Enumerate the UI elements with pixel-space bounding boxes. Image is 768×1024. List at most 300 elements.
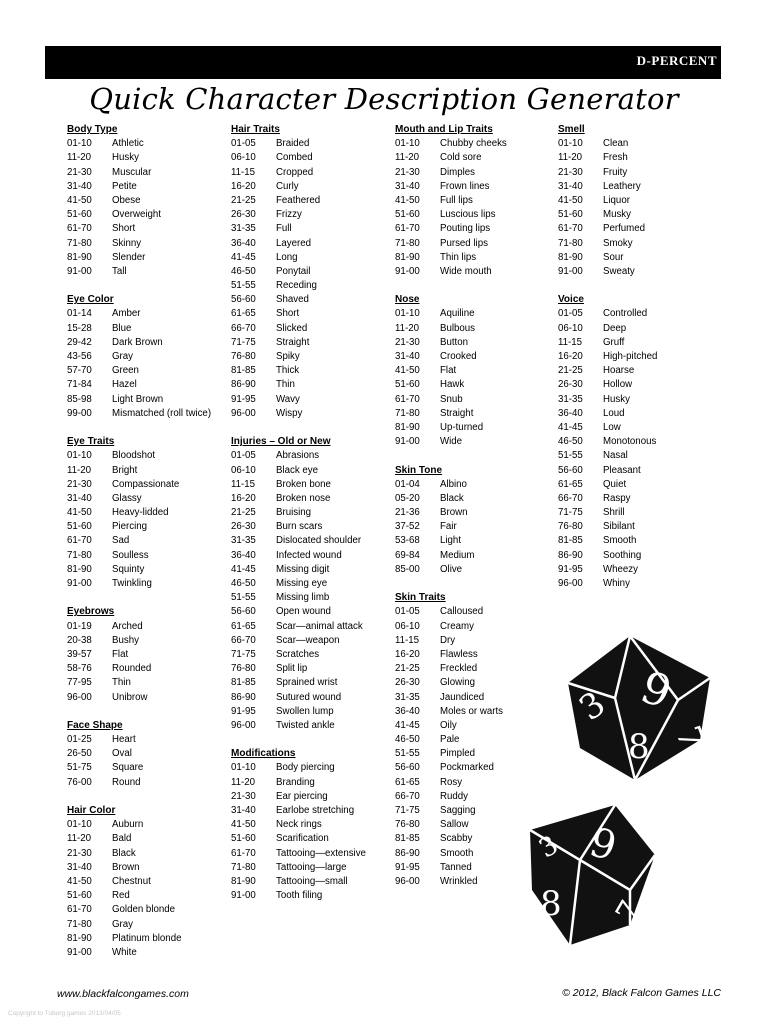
trait-description: Receding: [276, 280, 317, 292]
trait-description: Frown lines: [440, 180, 490, 192]
table-row: [558, 435, 720, 449]
section-title: Nose: [395, 294, 420, 306]
roll-range: 51-55: [395, 748, 420, 760]
trait-description: Wide mouth: [440, 265, 492, 277]
trait-description: Thin: [112, 677, 131, 689]
table-row: [395, 747, 557, 761]
trait-description: Fair: [440, 521, 457, 533]
copyright-text: © 2012, Black Falcon Games LLC: [562, 987, 721, 999]
trait-description: Ponytail: [276, 265, 311, 277]
table-row: [558, 449, 720, 463]
website-link[interactable]: www.blackfalcongames.com: [57, 988, 189, 1000]
table-row: [231, 279, 393, 293]
roll-range: 31-40: [395, 180, 420, 192]
trait-table: [231, 747, 393, 903]
roll-range: 91-00: [558, 265, 583, 277]
table-row: [395, 605, 557, 619]
trait-description: Spiky: [276, 351, 300, 362]
trait-description: Feathered: [276, 194, 321, 206]
table-row: [67, 350, 229, 364]
roll-range: 21-30: [395, 336, 420, 348]
table-row: [231, 577, 393, 591]
roll-range: 41-45: [231, 251, 256, 263]
roll-range: 21-30: [67, 478, 92, 490]
trait-description: Hoarse: [603, 365, 635, 377]
table-row: [231, 336, 393, 350]
roll-range: 11-20: [67, 152, 92, 164]
trait-description: Square: [112, 762, 144, 774]
table-row: [67, 307, 229, 321]
roll-range: 56-60: [395, 762, 420, 774]
table-row: [231, 492, 393, 506]
roll-range: 61-70: [231, 847, 256, 859]
trait-description: Split lip: [276, 663, 308, 675]
trait-table: [395, 123, 557, 279]
table-row: [67, 194, 229, 208]
roll-range: 96-00: [231, 407, 256, 419]
table-row: [395, 166, 557, 180]
roll-range: 71-80: [67, 237, 92, 249]
roll-range: 91-00: [395, 436, 420, 448]
roll-range: 41-45: [395, 719, 420, 731]
table-row: [67, 265, 229, 279]
table-row: [395, 676, 557, 690]
roll-range: 86-90: [231, 379, 256, 391]
roll-range: 01-10: [395, 308, 420, 320]
roll-range: 51-60: [231, 833, 256, 845]
roll-range: 46-50: [558, 436, 583, 448]
roll-range: 51-60: [395, 379, 420, 391]
table-row: [395, 534, 557, 548]
roll-range: 01-05: [231, 450, 256, 462]
roll-range: 51-60: [67, 209, 92, 221]
roll-range: 41-45: [231, 563, 256, 575]
roll-range: 71-84: [67, 379, 92, 391]
roll-range: 31-35: [231, 535, 256, 547]
table-row: [231, 293, 393, 307]
table-row: [231, 634, 393, 648]
trait-description: Dark Brown: [112, 336, 163, 348]
trait-description: Quiet: [603, 478, 627, 490]
table-row: [231, 861, 393, 875]
trait-description: Jaundiced: [440, 691, 485, 703]
trait-description: Wheezy: [603, 563, 638, 575]
trait-description: Slicked: [276, 322, 308, 334]
trait-description: Tattooing—small: [276, 875, 348, 887]
roll-range: 51-60: [558, 209, 583, 221]
table-row: [231, 265, 393, 279]
table-row: [67, 889, 229, 903]
table-row: [231, 705, 393, 719]
roll-range: 01-19: [67, 620, 92, 632]
roll-range: 21-25: [231, 194, 256, 206]
table-row: [231, 563, 393, 577]
section-title: Voice: [558, 294, 584, 306]
die-number: 7: [609, 894, 650, 929]
trait-description: Soothing: [603, 549, 642, 561]
trait-description: Combed: [276, 152, 313, 164]
section-title: Face Shape: [67, 719, 123, 731]
trait-description: Scarification: [276, 833, 329, 845]
section-title: Body Type: [67, 124, 118, 135]
table-row: [231, 151, 393, 165]
roll-range: 76-80: [231, 351, 256, 362]
table-row: [67, 336, 229, 350]
trait-description: Pursed lips: [440, 237, 488, 249]
table-row: [231, 662, 393, 676]
trait-description: Bushy: [112, 634, 139, 646]
trait-description: Scar—weapon: [276, 634, 340, 646]
trait-description: Perfumed: [603, 223, 645, 235]
trait-table: [67, 435, 229, 591]
trait-description: Burn scars: [276, 521, 323, 533]
roll-range: 61-70: [558, 223, 583, 235]
table-row: [395, 620, 557, 634]
trait-description: Mismatched (roll twice): [112, 407, 212, 419]
trait-description: Bald: [112, 833, 132, 845]
roll-range: 61-70: [395, 223, 420, 235]
trait-description: Glowing: [440, 677, 475, 689]
trait-description: Oval: [112, 748, 132, 760]
table-row: [395, 520, 557, 534]
table-row: [67, 747, 229, 761]
roll-range: 81-85: [231, 365, 256, 377]
roll-range: 76-80: [558, 521, 583, 533]
trait-description: Pleasant: [603, 464, 641, 476]
roll-range: 46-50: [231, 265, 256, 277]
table-row: [395, 180, 557, 194]
trait-description: Full lips: [440, 194, 473, 206]
roll-range: 81-85: [395, 833, 420, 845]
trait-description: Pockmarked: [440, 762, 494, 774]
roll-range: 36-40: [395, 705, 420, 717]
roll-range: 06-10: [231, 464, 256, 476]
roll-range: 81-85: [231, 677, 256, 689]
roll-range: 31-35: [558, 393, 583, 405]
table-row: [231, 889, 393, 903]
table-row: [67, 733, 229, 747]
table-row: [395, 549, 557, 563]
trait-description: Scar—animal attack: [276, 620, 363, 632]
roll-range: 11-20: [67, 833, 92, 845]
trait-description: Platinum blonde: [112, 932, 182, 944]
table-row: [67, 407, 229, 421]
roll-range: 39-57: [67, 648, 92, 660]
table-row: [395, 251, 557, 265]
roll-range: 76-00: [67, 776, 92, 788]
table-row: [67, 520, 229, 534]
roll-range: 01-05: [395, 606, 420, 618]
trait-description: Missing limb: [276, 592, 330, 604]
table-row: [67, 761, 229, 775]
section-title: Injuries – Old or New: [231, 436, 331, 448]
table-row: [395, 506, 557, 520]
roll-range: 99-00: [67, 407, 92, 419]
trait-table: [67, 804, 229, 960]
trait-description: Overweight: [112, 209, 161, 221]
table-row: [395, 691, 557, 705]
page-title: Quick Character Description Generator: [89, 82, 679, 116]
trait-description: Body piercing: [276, 762, 335, 774]
roll-range: 11-20: [395, 322, 420, 334]
roll-range: 61-70: [67, 535, 92, 547]
roll-range: 16-20: [395, 648, 420, 660]
table-row: [67, 946, 229, 960]
table-row: [395, 492, 557, 506]
trait-description: Soulless: [112, 549, 149, 561]
roll-range: 21-25: [395, 663, 420, 675]
table-row: [67, 151, 229, 165]
table-row: [231, 137, 393, 151]
trait-description: Flat: [112, 648, 129, 660]
roll-range: 36-40: [231, 549, 256, 561]
table-row: [395, 307, 557, 321]
table-row: [558, 478, 720, 492]
trait-description: Pouting lips: [440, 223, 491, 235]
roll-range: 91-00: [67, 265, 92, 277]
roll-range: 81-90: [395, 251, 420, 263]
table-row: [67, 237, 229, 251]
table-row: [67, 563, 229, 577]
trait-description: Layered: [276, 237, 312, 249]
roll-range: 69-84: [395, 549, 420, 561]
roll-range: 26-30: [231, 521, 256, 533]
roll-range: 11-15: [558, 336, 583, 348]
table-row: [558, 166, 720, 180]
roll-range: 41-50: [395, 365, 420, 377]
section-title: Modifications: [231, 748, 296, 760]
roll-range: 61-65: [395, 776, 420, 788]
trait-table: [67, 293, 229, 421]
table-row: [558, 307, 720, 321]
trait-description: Twisted ankle: [276, 719, 335, 731]
roll-range: 36-40: [558, 407, 583, 419]
table-row: [231, 322, 393, 336]
trait-description: Flat: [440, 365, 457, 377]
roll-range: 31-40: [67, 180, 92, 192]
roll-range: 26-30: [558, 379, 583, 391]
table-row: [558, 137, 720, 151]
table-row: [558, 492, 720, 506]
table-row: [395, 194, 557, 208]
table-row: [231, 804, 393, 818]
trait-description: Blue: [112, 322, 132, 334]
trait-description: Broken bone: [276, 478, 331, 490]
table-row: [558, 506, 720, 520]
trait-description: Auburn: [112, 819, 144, 831]
table-row: [558, 350, 720, 364]
roll-range: 86-90: [231, 691, 256, 703]
roll-range: 71-80: [395, 237, 420, 249]
roll-range: 51-55: [231, 592, 256, 604]
trait-description: Rounded: [112, 663, 152, 675]
roll-range: 51-75: [67, 762, 92, 774]
trait-description: Neck rings: [276, 819, 322, 831]
table-row: [395, 662, 557, 676]
roll-range: 71-75: [231, 336, 256, 348]
trait-description: Husky: [603, 393, 630, 405]
table-row: [558, 222, 720, 236]
table-row: [67, 534, 229, 548]
trait-description: Scabby: [440, 833, 473, 845]
roll-range: 91-95: [395, 861, 420, 873]
roll-range: 21-30: [558, 166, 583, 178]
table-row: [558, 194, 720, 208]
trait-description: Black eye: [276, 464, 318, 476]
trait-description: Missing digit: [276, 563, 330, 575]
die-number: 8: [628, 727, 650, 767]
table-row: [558, 534, 720, 548]
table-row: [67, 208, 229, 222]
roll-range: 91-95: [231, 393, 256, 405]
trait-description: Aquiline: [440, 308, 475, 320]
trait-description: Crooked: [440, 351, 477, 362]
trait-description: Dislocated shoulder: [276, 535, 362, 547]
trait-description: Petite: [112, 180, 137, 192]
trait-description: Obese: [112, 194, 141, 206]
table-row: [231, 506, 393, 520]
roll-range: 11-20: [558, 152, 583, 164]
trait-description: Wavy: [276, 393, 300, 405]
roll-range: 11-20: [395, 152, 420, 164]
table-row: [67, 137, 229, 151]
table-row: [231, 350, 393, 364]
roll-range: 01-25: [67, 734, 92, 746]
trait-description: Clean: [603, 138, 629, 150]
trait-description: Squinty: [112, 563, 145, 575]
table-row: [67, 875, 229, 889]
roll-range: 01-10: [67, 819, 92, 831]
roll-range: 81-90: [67, 563, 92, 575]
trait-description: Red: [112, 890, 130, 902]
roll-range: 81-90: [67, 251, 92, 263]
trait-description: Sallow: [440, 819, 469, 831]
roll-range: 91-00: [231, 890, 256, 902]
table-column: [231, 123, 393, 918]
table-column: [558, 123, 720, 605]
faint-copyright-note: Copyright to Tuborg games 2013/04/05: [8, 1010, 121, 1017]
trait-description: Fruity: [603, 166, 628, 178]
table-row: [558, 208, 720, 222]
trait-description: Medium: [440, 549, 475, 561]
table-row: [558, 251, 720, 265]
roll-range: 31-40: [67, 492, 92, 504]
roll-range: 91-00: [67, 946, 92, 958]
roll-range: 16-20: [231, 180, 256, 192]
roll-range: 51-60: [395, 209, 420, 221]
roll-range: 71-80: [558, 237, 583, 249]
trait-description: Short: [276, 308, 300, 320]
roll-range: 11-15: [231, 166, 256, 178]
table-row: [558, 364, 720, 378]
trait-description: Missing eye: [276, 578, 328, 589]
table-row: [67, 861, 229, 875]
roll-range: 21-30: [67, 166, 92, 178]
trait-description: Light: [440, 535, 462, 547]
trait-description: Sibilant: [603, 521, 635, 533]
trait-description: Thick: [276, 365, 300, 377]
table-row: [231, 364, 393, 378]
die-number: 8: [540, 884, 562, 924]
table-row: [395, 322, 557, 336]
header-label: D-PERCENT: [636, 53, 717, 68]
table-row: [67, 393, 229, 407]
trait-description: Tattooing—extensive: [276, 847, 366, 859]
roll-range: 29-42: [67, 336, 92, 348]
roll-range: 41-50: [67, 875, 92, 887]
table-row: [558, 237, 720, 251]
roll-range: 61-70: [395, 393, 420, 405]
roll-range: 01-10: [395, 138, 420, 150]
roll-range: 56-60: [558, 464, 583, 476]
trait-description: Ear piercing: [276, 790, 328, 802]
trait-description: Shrill: [603, 507, 625, 519]
roll-range: 21-25: [558, 365, 583, 377]
table-row: [231, 691, 393, 705]
table-row: [67, 847, 229, 861]
trait-description: Ruddy: [440, 790, 469, 802]
roll-range: 41-50: [558, 194, 583, 206]
roll-range: 16-20: [558, 351, 583, 362]
roll-range: 61-70: [67, 904, 92, 916]
table-row: [231, 875, 393, 889]
section-title: Smell: [558, 124, 585, 135]
die-number: 7: [667, 720, 713, 755]
roll-range: 71-80: [395, 407, 420, 419]
table-row: [67, 478, 229, 492]
roll-range: 91-95: [231, 705, 256, 717]
table-row: [67, 776, 229, 790]
trait-description: Brown: [440, 507, 468, 519]
trait-description: Scratches: [276, 648, 320, 660]
roll-range: 71-80: [67, 549, 92, 561]
roll-range: 41-45: [558, 421, 583, 433]
trait-description: Raspy: [603, 492, 631, 504]
die-number: 9: [634, 661, 678, 720]
trait-description: Dimples: [440, 166, 475, 178]
trait-description: Liquor: [603, 194, 630, 206]
table-row: [231, 166, 393, 180]
trait-description: Short: [112, 223, 136, 235]
table-row: [67, 222, 229, 236]
table-row: [67, 818, 229, 832]
table-row: [231, 407, 393, 421]
trait-table: [395, 464, 557, 578]
trait-description: Nasal: [603, 450, 628, 462]
trait-table: [395, 293, 557, 449]
trait-description: Black: [440, 492, 464, 504]
roll-range: 37-52: [395, 521, 420, 533]
trait-description: Thin: [276, 379, 295, 391]
table-row: [67, 676, 229, 690]
trait-description: Gruff: [603, 336, 625, 348]
trait-description: Heart: [112, 734, 136, 746]
trait-description: Black: [112, 847, 136, 859]
trait-description: Straight: [440, 407, 474, 419]
table-column: [67, 123, 229, 974]
trait-description: Sad: [112, 535, 130, 547]
trait-description: Skinny: [112, 237, 142, 249]
d10-die-icon: [550, 628, 720, 788]
table-row: [558, 322, 720, 336]
trait-description: Sprained wrist: [276, 677, 338, 689]
roll-range: 71-80: [67, 918, 92, 930]
trait-table: [558, 123, 720, 279]
table-row: [558, 421, 720, 435]
trait-description: Bruising: [276, 507, 311, 519]
roll-range: 85-98: [67, 393, 92, 405]
trait-description: Luscious lips: [440, 209, 496, 221]
